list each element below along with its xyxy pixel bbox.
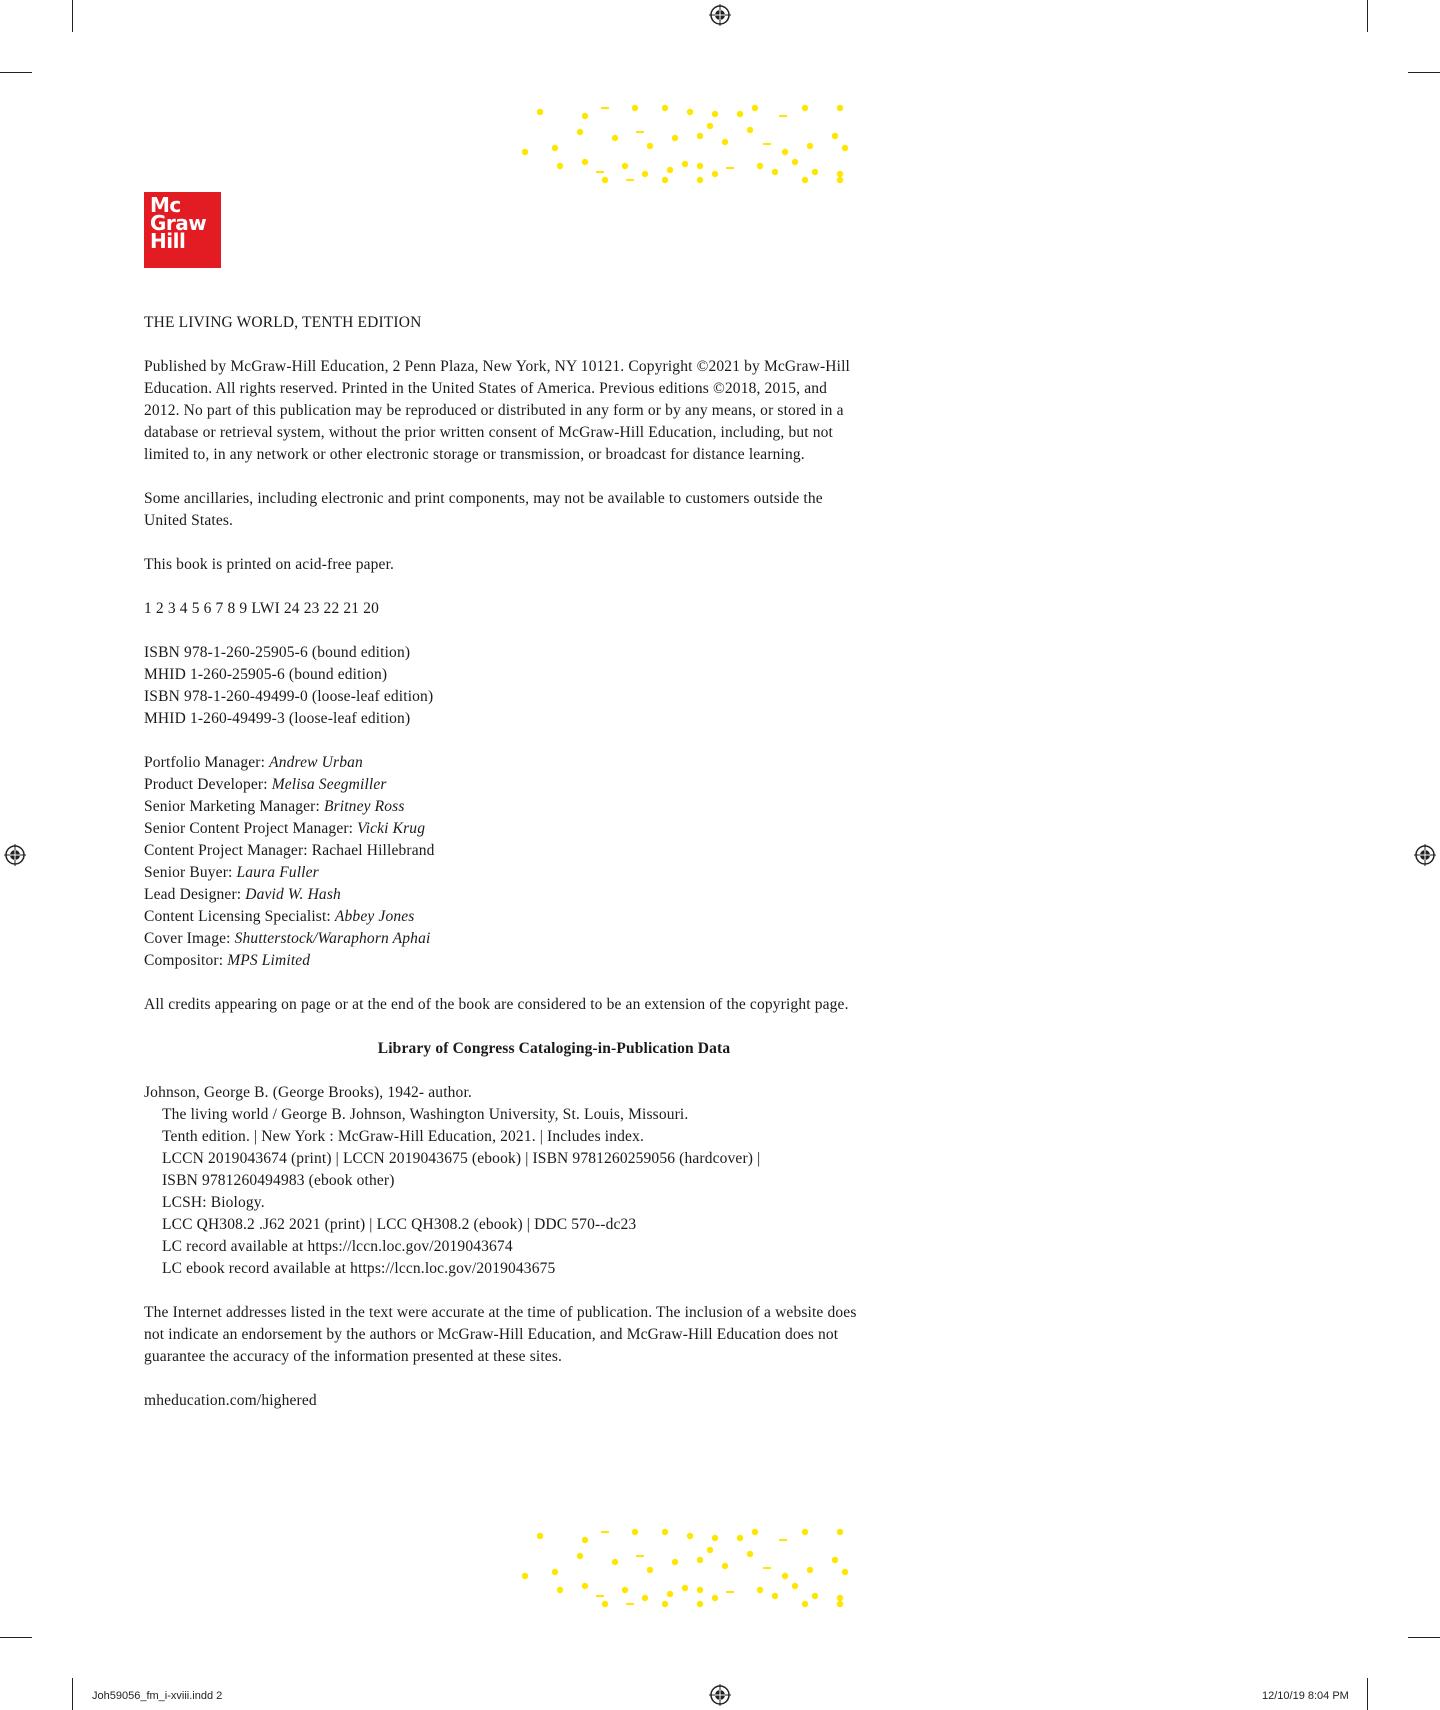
website-link[interactable]: mheducation.com/highered xyxy=(144,1392,317,1409)
credit-role: Senior Content Project Manager: xyxy=(144,820,358,837)
print-line: 1 2 3 4 5 6 7 8 9 LWI 24 23 22 21 20 xyxy=(144,600,380,617)
decorative-dot xyxy=(647,1567,653,1573)
decorative-dot xyxy=(697,1601,703,1607)
decorative-dot xyxy=(636,131,644,133)
crop-mark xyxy=(1367,0,1368,32)
credit-role: Compositor: xyxy=(144,952,228,969)
credit-line xyxy=(144,884,984,906)
cip-heading: Library of Congress Cataloging-in-Publication Data xyxy=(377,1040,731,1057)
decorative-dot xyxy=(552,1569,558,1575)
decorative-dot xyxy=(582,113,588,119)
text-line: 2012. No part of this publication may be reproduced or distributed in any form or by any means, or stored in a xyxy=(144,402,844,419)
decorative-dot xyxy=(792,159,798,165)
decorative-dot xyxy=(647,143,653,149)
decorative-dot xyxy=(642,1595,648,1601)
decorative-dot xyxy=(792,1583,798,1589)
decorative-dot xyxy=(687,109,693,115)
decorative-dots-bottom xyxy=(505,1524,855,1608)
logo-line: Hill xyxy=(150,229,186,253)
decorative-dot xyxy=(707,1547,713,1553)
logo-line: Mc xyxy=(150,193,181,217)
decorative-dot xyxy=(622,1587,628,1593)
decorative-dot xyxy=(842,145,848,151)
decorative-dot xyxy=(752,105,758,111)
crop-mark xyxy=(0,1637,32,1638)
decorative-dot xyxy=(602,177,608,183)
text-line: not indicate an endorsement by the authors or McGraw-Hill Education, and McGraw-Hill Education does not xyxy=(144,1326,839,1343)
mcgraw-hill-logo xyxy=(144,192,221,268)
credit-line xyxy=(144,862,984,884)
decorative-dot xyxy=(667,1591,673,1597)
isbn-line: ISBN 978-1-260-49499-0 (loose-leaf edition) xyxy=(144,688,434,705)
registration-mark-icon xyxy=(709,4,731,26)
decorative-dot xyxy=(782,1573,788,1579)
registration-mark-icon xyxy=(1414,844,1436,866)
decorative-dot xyxy=(662,1529,668,1535)
decorative-dot xyxy=(622,163,628,169)
decorative-dot xyxy=(522,149,528,155)
credits-note: All credits appearing on page or at the end of the book are considered to be an extension of the copyright page. xyxy=(144,996,849,1013)
crop-mark xyxy=(1367,1678,1368,1710)
decorative-dot xyxy=(582,1583,588,1589)
registration-mark-icon xyxy=(4,844,26,866)
cip-line: Tenth edition. | New York : McGraw-Hill Education, 2021. | Includes index. xyxy=(162,1128,645,1145)
decorative-dot xyxy=(763,1567,771,1569)
decorative-dot xyxy=(712,1595,718,1601)
text-line: Published by McGraw-Hill Education, 2 Penn Plaza, New York, NY 10121. Copyright ©2021 by McGraw-Hill xyxy=(144,358,850,375)
decorative-dot xyxy=(802,105,808,111)
credit-line xyxy=(144,752,984,774)
registration-mark-icon xyxy=(709,1684,731,1706)
cip-line: LCC QH308.2 .J62 2021 (print) | LCC QH308.2 (ebook) | DDC 570--dc23 xyxy=(162,1216,637,1233)
decorative-dot xyxy=(712,111,718,117)
decorative-dot xyxy=(726,1591,734,1593)
crop-mark xyxy=(1408,72,1440,73)
credit-role: Product Developer: xyxy=(144,776,272,793)
decorative-dot xyxy=(832,133,838,139)
credit-role: Senior Buyer: xyxy=(144,864,237,881)
decorative-dot xyxy=(672,1559,678,1565)
decorative-dot xyxy=(757,163,763,169)
isbn-line: MHID 1-260-49499-3 (loose-leaf edition) xyxy=(144,710,411,727)
decorative-dot xyxy=(632,1529,638,1535)
decorative-dot xyxy=(582,159,588,165)
decorative-dot xyxy=(662,177,668,183)
decorative-dot xyxy=(837,1529,843,1535)
decorative-dot xyxy=(832,1557,838,1563)
decorative-dot xyxy=(626,179,634,181)
slug-filename: Joh59056_fm_i-xviii.indd 2 xyxy=(92,1690,223,1702)
decorative-dot xyxy=(712,1535,718,1541)
decorative-dot xyxy=(537,109,543,115)
cip-line: ISBN 9781260494983 (ebook other) xyxy=(162,1172,395,1189)
decorative-dot xyxy=(642,171,648,177)
decorative-dot xyxy=(577,129,583,135)
decorative-dot xyxy=(747,1551,753,1557)
credit-name: Laura Fuller xyxy=(236,864,319,881)
decorative-dot xyxy=(837,1601,843,1607)
credit-name: Shutterstock/Waraphorn Aphai xyxy=(234,930,431,947)
credit-line xyxy=(144,796,984,818)
decorative-dot xyxy=(779,1539,787,1541)
credit-line xyxy=(144,818,984,840)
isbn-line: ISBN 978-1-260-25905-6 (bound edition) xyxy=(144,644,411,661)
decorative-dot xyxy=(612,1559,618,1565)
cip-line: LCCN 2019043674 (print) | LCCN 2019043675 (ebook) | ISBN 9781260259056 (hardcover) | xyxy=(162,1150,761,1167)
decorative-dot xyxy=(782,149,788,155)
internet-disclaimer xyxy=(144,1302,984,1368)
decorative-dot xyxy=(537,1533,543,1539)
crop-mark xyxy=(72,0,73,32)
credit-role: Senior Marketing Manager: xyxy=(144,798,324,815)
credit-name: Melisa Seegmiller xyxy=(271,776,387,793)
credit-role: Content Project Manager: xyxy=(144,842,312,859)
decorative-dot xyxy=(667,167,673,173)
credit-line xyxy=(144,774,984,796)
isbn-line: MHID 1-260-25905-6 (bound edition) xyxy=(144,666,388,683)
cip-block xyxy=(144,1082,984,1280)
decorative-dot xyxy=(779,115,787,117)
decorative-dot xyxy=(577,1553,583,1559)
decorative-dot xyxy=(772,169,778,175)
decorative-dot xyxy=(752,1529,758,1535)
text-line: Some ancillaries, including electronic and print components, may not be available to customers outside the xyxy=(144,490,823,507)
decorative-dot xyxy=(697,163,703,169)
ancillaries-paragraph xyxy=(144,488,984,532)
decorative-dot xyxy=(757,1587,763,1593)
decorative-dot xyxy=(763,143,771,145)
cip-main-entry: Johnson, George B. (George Brooks), 1942- author. xyxy=(144,1084,472,1101)
decorative-dot xyxy=(842,1569,848,1575)
text-line: limited to, in any network or other electronic storage or transmission, or broadcast for distance learning. xyxy=(144,446,805,463)
decorative-dot xyxy=(582,1537,588,1543)
decorative-dot xyxy=(812,1593,818,1599)
cip-line: LCSH: Biology. xyxy=(162,1194,265,1211)
decorative-dot xyxy=(697,133,703,139)
decorative-dot xyxy=(707,123,713,129)
decorative-dot xyxy=(802,177,808,183)
decorative-dot xyxy=(662,1601,668,1607)
isbn-block xyxy=(144,642,984,730)
credit-name: Rachael Hillebrand xyxy=(311,842,435,859)
book-title: THE LIVING WORLD, TENTH EDITION xyxy=(144,314,422,331)
decorative-dot xyxy=(837,177,843,183)
decorative-dot xyxy=(636,1555,644,1557)
decorative-dot xyxy=(802,1601,808,1607)
text-line: guarantee the accuracy of the information presented at these sites. xyxy=(144,1348,563,1365)
decorative-dot xyxy=(712,171,718,177)
decorative-dot xyxy=(697,177,703,183)
decorative-dot xyxy=(807,1567,813,1573)
decorative-dot xyxy=(612,135,618,141)
decorative-dots-top xyxy=(505,100,855,184)
cip-line: The living world / George B. Johnson, Washington University, St. Louis, Missouri. xyxy=(162,1106,689,1123)
decorative-dot xyxy=(601,107,609,109)
cip-line: LC ebook record available at https://lccn.loc.gov/2019043675 xyxy=(162,1260,556,1277)
decorative-dot xyxy=(697,1557,703,1563)
decorative-dot xyxy=(596,171,604,173)
decorative-dot xyxy=(602,1601,608,1607)
decorative-dot xyxy=(726,167,734,169)
credit-name: Andrew Urban xyxy=(269,754,363,771)
decorative-dot xyxy=(737,1535,743,1541)
credit-role: Cover Image: xyxy=(144,930,235,947)
decorative-dot xyxy=(557,1587,563,1593)
decorative-dot xyxy=(626,1603,634,1605)
crop-mark xyxy=(0,72,32,73)
credit-role: Portfolio Manager: xyxy=(144,754,270,771)
decorative-dot xyxy=(747,127,753,133)
text-line: United States. xyxy=(144,512,234,529)
decorative-dot xyxy=(552,145,558,151)
credit-line xyxy=(144,906,984,928)
logo-line: Graw xyxy=(150,211,207,235)
text-line: Education. All rights reserved. Printed in the United States of America. Previous editions ©2018, 2015, and xyxy=(144,380,828,397)
credit-name: Abbey Jones xyxy=(334,908,415,925)
decorative-dot xyxy=(596,1595,604,1597)
decorative-dot xyxy=(601,1531,609,1533)
text-line: The Internet addresses listed in the text were accurate at the time of publication. The inclusion of a website does xyxy=(144,1304,857,1321)
slug-timestamp: 12/10/19 8:04 PM xyxy=(1262,1690,1349,1702)
crop-mark xyxy=(1408,1637,1440,1638)
decorative-dot xyxy=(672,135,678,141)
decorative-dot xyxy=(802,1529,808,1535)
decorative-dot xyxy=(697,1587,703,1593)
decorative-dot xyxy=(687,1533,693,1539)
decorative-dot xyxy=(812,169,818,175)
decorative-dot xyxy=(682,161,688,167)
credit-name: Britney Ross xyxy=(323,798,405,815)
decorative-dot xyxy=(807,143,813,149)
decorative-dot xyxy=(837,171,843,177)
decorative-dot xyxy=(722,1563,728,1569)
credit-line xyxy=(144,928,984,950)
credit-role: Content Licensing Specialist: xyxy=(144,908,335,925)
text-line: database or retrieval system, without the prior written consent of McGraw-Hill Education, including, but not xyxy=(144,424,833,441)
credit-name: MPS Limited xyxy=(227,952,311,969)
decorative-dot xyxy=(682,1585,688,1591)
credit-name: Vicki Krug xyxy=(357,820,426,837)
cip-line: LC record available at https://lccn.loc.gov/2019043674 xyxy=(162,1238,513,1255)
decorative-dot xyxy=(632,105,638,111)
decorative-dot xyxy=(737,111,743,117)
crop-mark xyxy=(72,1678,73,1710)
credit-role: Lead Designer: xyxy=(144,886,246,903)
decorative-dot xyxy=(557,163,563,169)
credit-line xyxy=(144,950,984,972)
paper-note: This book is printed on acid-free paper. xyxy=(144,556,395,573)
publisher-paragraph xyxy=(144,356,984,466)
decorative-dot xyxy=(772,1593,778,1599)
decorative-dot xyxy=(837,105,843,111)
decorative-dot xyxy=(522,1573,528,1579)
credit-line xyxy=(144,840,984,862)
decorative-dot xyxy=(722,139,728,145)
decorative-dot xyxy=(837,1595,843,1601)
decorative-dot xyxy=(662,105,668,111)
credit-name: David W. Hash xyxy=(245,886,341,903)
credits-block xyxy=(144,752,984,972)
copyright-page-content xyxy=(144,312,984,1434)
